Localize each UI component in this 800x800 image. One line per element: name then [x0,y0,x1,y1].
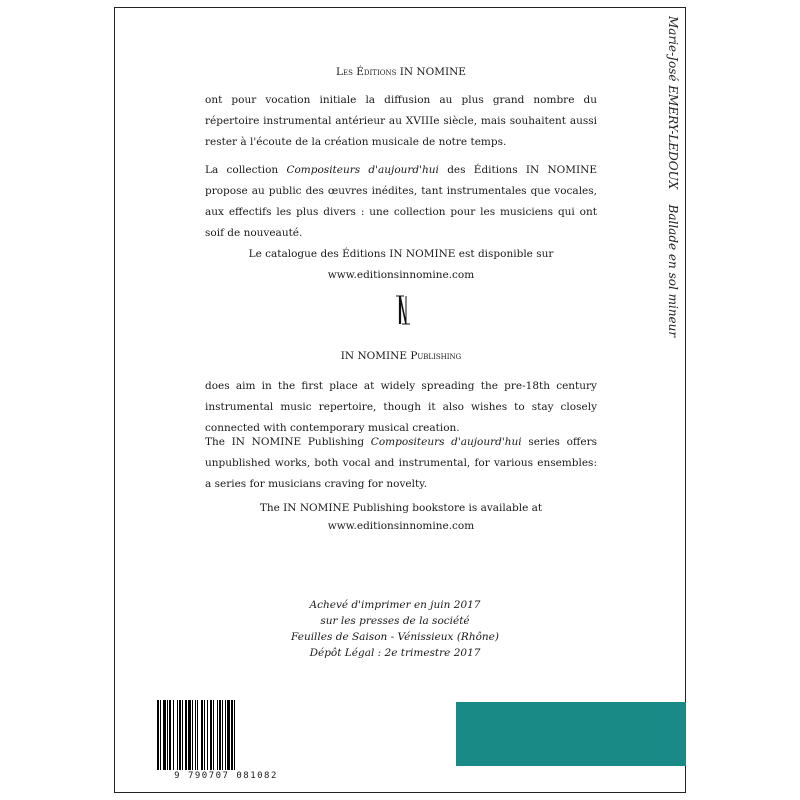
fr-heading: Les Éditions IN NOMINE [336,66,466,78]
colophon-line: Feuilles de Saison - Vénissieux (Rhône) [291,631,499,643]
colophon-line: Achevé d'imprimer en juin 2017 [309,599,481,611]
colophon-line: sur les presses de la société [320,615,470,627]
colophon-line: Dépôt Légal : 2e trimestre 2017 [309,647,481,659]
fr-catalogue: Le catalogue des Éditions IN NOMINE est disponible sur www.editionsinnomine.com [248,248,554,281]
en-bookstore-line: The IN NOMINE Publishing bookstore is available at [259,502,543,514]
fr-paragraph-2: La collection Compositeurs d'aujourd'hui des Éditions IN NOMINE propose au public des œuvres inédites, tant instrumentales que vocales, aux effectifs les plus divers : une collection pour les musiciens qui ont soif de nouveauté. [205,164,597,239]
accent-band [456,702,686,766]
barcode-icon [155,700,297,770]
spine-author: Marie-José EMERY-LEDOUX [666,16,680,190]
spine-title: Ballade en sol mineur [666,204,680,338]
spine-label [658,16,680,338]
en-heading: IN NOMINE Publishing [340,350,462,362]
en-paragraph-2: The IN NOMINE Publishing Compositeurs d'aujourd'hui series offers unpublished works, both vocal and instrumental, for various ensembles: a series for musicians craving for novelty. [205,436,597,490]
fr-paragraph-1: ont pour vocation initiale la diffusion au plus grand nombre du répertoire instrumental antérieur au XVIIIe siècle, mais souhaitent aussi rester à l'écoute de la création musicale de notre temps. [205,94,597,148]
in-nomine-logo-icon [388,292,418,328]
en-bookstore-url: www.editionsinnomine.com [327,520,475,532]
colophon [245,597,545,661]
barcode-number: 9 790707 081082 [174,771,278,781]
en-paragraph-1: does aim in the first place at widely spreading the pre-18th century instrumental music repertoire, though it also wishes to stay closely connected with contemporary musical creation. [205,380,597,434]
